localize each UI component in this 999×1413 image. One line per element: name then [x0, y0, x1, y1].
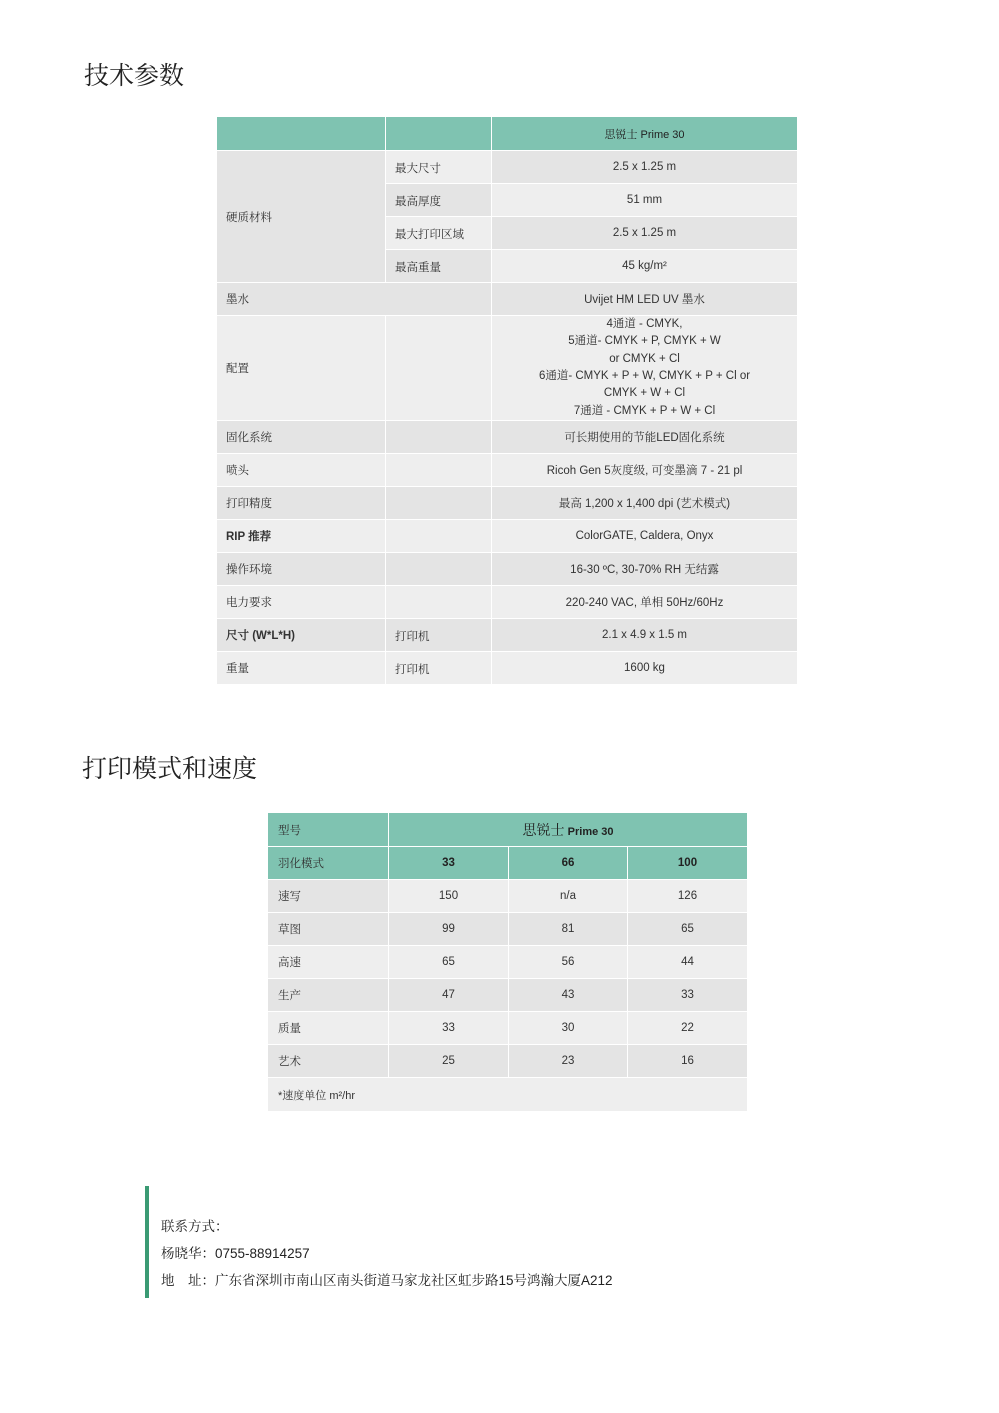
mode-label: 羽化模式 — [268, 847, 389, 880]
config-line: 5通道- CMYK + P, CMYK + W — [568, 335, 721, 348]
spec-label: 喷头 — [217, 454, 386, 487]
spec-label: 打印精度 — [217, 487, 386, 520]
table-row — [217, 151, 798, 184]
spec-value: 2.5 x 1.25 m — [492, 217, 798, 250]
speed-value: 47 — [389, 979, 509, 1012]
model-label: 型号 — [268, 813, 389, 847]
spec-value: ColorGATE, Caldera, Onyx — [492, 520, 798, 553]
config-line: 7通道 - CMYK + P + W + Cl — [573, 404, 716, 417]
table-row — [217, 316, 798, 421]
weight-value: 1600 kg — [492, 652, 798, 685]
spec-value: 可长期使用的节能LED固化系统 — [492, 421, 798, 454]
mode-value: 33 — [389, 847, 509, 880]
speed-value: n/a — [509, 880, 628, 913]
speed-value: 43 — [509, 979, 628, 1012]
config-line: CMYK + W + Cl — [603, 387, 686, 400]
spec-label: 电力要求 — [217, 586, 386, 619]
speed-note-row — [268, 1078, 748, 1112]
weight-sub-label: 打印机 — [386, 652, 492, 685]
speed-row-label: 生产 — [268, 979, 389, 1012]
config-line: 4通道 - CMYK, — [606, 318, 683, 331]
spec-value: Ricoh Gen 5灰度级, 可变墨滴 7 - 21 pl — [492, 454, 798, 487]
specs-header-model: 思锐士 Prime 30 — [492, 117, 798, 151]
speed-value: 22 — [628, 1012, 748, 1045]
speed-row-label: 草图 — [268, 913, 389, 946]
speed-value: 44 — [628, 946, 748, 979]
spec-value: 51 mm — [492, 184, 798, 217]
contact-block — [161, 1213, 613, 1294]
table-row — [217, 520, 798, 553]
table-row — [217, 652, 798, 685]
config-line: 6通道- CMYK + P + W, CMYK + P + Cl or — [538, 370, 751, 382]
mode-value: 66 — [509, 847, 628, 880]
speed-value: 16 — [628, 1045, 748, 1078]
spec-sub-label: 最高厚度 — [386, 184, 492, 217]
contact-heading: 联系方式： — [161, 1219, 229, 1234]
specs-section-title: 技术参数 — [84, 62, 185, 90]
table-row — [217, 487, 798, 520]
speed-row-label: 高速 — [268, 946, 389, 979]
table-row — [268, 1012, 748, 1045]
spec-label: 固化系统 — [217, 421, 386, 454]
spec-value: 220-240 VAC, 单相 50Hz/60Hz — [492, 586, 798, 619]
spec-sub-label: 最大尺寸 — [386, 151, 492, 184]
speed-value: 25 — [389, 1045, 509, 1078]
model-title-main: 思锐士 — [522, 821, 565, 838]
table-row — [268, 1045, 748, 1078]
speed-value: 81 — [509, 913, 628, 946]
table-row — [268, 913, 748, 946]
spec-sub-label: 最大打印区域 — [386, 217, 492, 250]
speed-table — [267, 812, 748, 1112]
config-label: 配置 — [217, 316, 386, 421]
speed-section-title: 打印模式和速度 — [82, 755, 258, 783]
spec-sub-label: 最高重量 — [386, 250, 492, 283]
config-line: or CMYK + Cl — [609, 352, 680, 365]
table-row — [217, 421, 798, 454]
speed-value: 33 — [628, 979, 748, 1012]
config-value — [492, 316, 798, 421]
weight-label: 重量 — [217, 652, 386, 685]
size-sub-label: 打印机 — [386, 619, 492, 652]
table-row — [217, 283, 798, 316]
speed-value: 65 — [628, 913, 748, 946]
model-title — [389, 813, 748, 847]
size-value: 2.1 x 4.9 x 1.5 m — [492, 619, 798, 652]
speed-unit-note: *速度单位 m²/hr — [268, 1078, 748, 1112]
speed-row-label: 艺术 — [268, 1045, 389, 1078]
contact-address: 地 址：广东省深圳市南山区南头街道马家龙社区虹步路15号鸿瀚大厦A212 — [161, 1273, 613, 1288]
table-row — [217, 586, 798, 619]
rigid-material-label: 硬质材料 — [217, 151, 386, 283]
model-title-name: Prime 30 — [567, 825, 614, 838]
contact-person: 杨晓华：0755-88914257 — [161, 1246, 310, 1261]
table-row — [268, 979, 748, 1012]
ink-label: 墨水 — [217, 283, 492, 316]
table-row — [268, 880, 748, 913]
mode-value: 100 — [628, 847, 748, 880]
speed-value: 99 — [389, 913, 509, 946]
spec-value: 45 kg/m² — [492, 250, 798, 283]
ink-value: Uvijet HM LED UV 墨水 — [492, 283, 798, 316]
spec-value: 16-30 ºC, 30-70% RH 无结露 — [492, 553, 798, 586]
spec-value: 最高 1,200 x 1,400 dpi (艺术模式) — [492, 487, 798, 520]
spec-value: 2.5 x 1.25 m — [492, 151, 798, 184]
size-label: 尺寸 (W*L*H) — [217, 619, 386, 652]
specs-table — [216, 116, 798, 685]
speed-value: 65 — [389, 946, 509, 979]
table-row — [268, 946, 748, 979]
speed-row-label: 质量 — [268, 1012, 389, 1045]
spec-label: 操作环境 — [217, 553, 386, 586]
speed-value: 126 — [628, 880, 748, 913]
table-row — [217, 553, 798, 586]
contact-accent-bar — [145, 1186, 149, 1298]
spec-label: RIP 推荐 — [217, 520, 386, 553]
table-row — [217, 454, 798, 487]
speed-value: 23 — [509, 1045, 628, 1078]
speed-value: 33 — [389, 1012, 509, 1045]
speed-value: 150 — [389, 880, 509, 913]
speed-row-label: 速写 — [268, 880, 389, 913]
mode-header-row — [268, 847, 748, 880]
specs-header-row — [217, 117, 798, 151]
speed-header-row — [268, 813, 748, 847]
table-row — [217, 619, 798, 652]
speed-value: 56 — [509, 946, 628, 979]
speed-value: 30 — [509, 1012, 628, 1045]
